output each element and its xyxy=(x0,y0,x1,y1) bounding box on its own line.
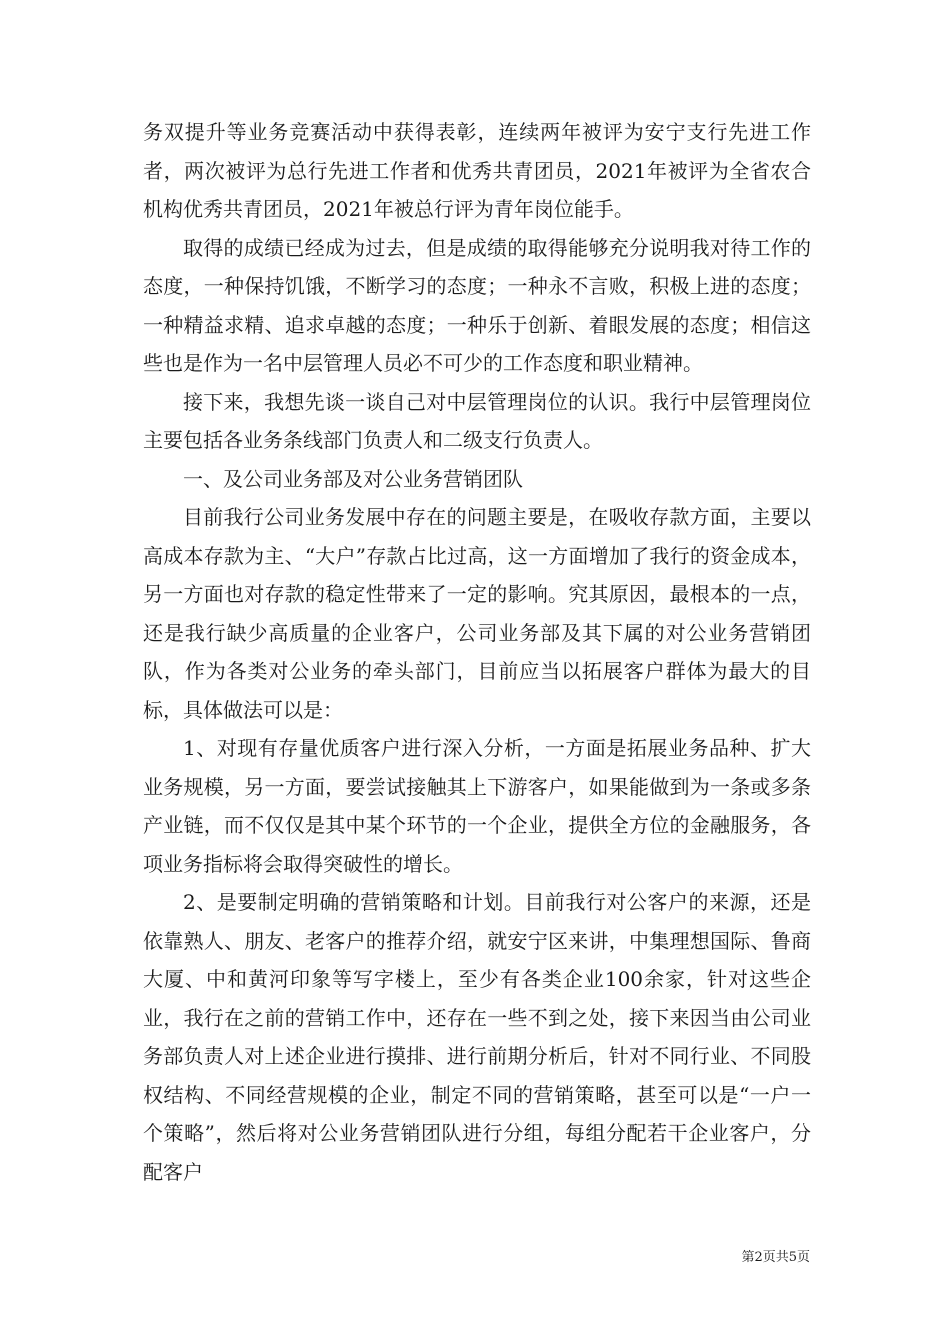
page-number-footer: 第2页共5页 xyxy=(741,1250,810,1265)
paragraph-7: 2、是要制定明确的营销策略和计划。目前我行对公客户的来源，还是依靠熟人、朋友、老客户的推荐介绍，就安宁区来讲，中集理想国际、鲁商大厦、中和黄河印象等写字楼上，至少有各类企业100余家，针对这些企业，我行在之前的营销工作中，还存在一些不到之处，接下来因当由公司业务部负责人对上述企业进行摸排、进行前期分析后，针对不同行业、不同股权结构、不同经营规模的企业，制定不同的营销策略，甚至可以是“一户一个策略”，然后将对公业务营销团队进行分组，每组分配若干企业客户，分配客户 xyxy=(143,890,811,1184)
section-heading: 一、及公司业务部及对公业务营销团队 xyxy=(183,466,523,491)
paragraph-6: 1、对现有存量优质客户进行深入分析，一方面是拓展业务品种、扩大业务规模，另一方面，要尝试接触其上下游客户，如果能做到为一条或多条产业链，而不仅仅是其中某个环节的一个企业，提供全方位的金融服务，各项业务指标将会取得突破性的增长。 xyxy=(143,736,811,876)
document-body xyxy=(143,113,811,1191)
paragraph-5: 目前我行公司业务发展中存在的问题主要是，在吸收存款方面，主要以高成本存款为主、“大户”存款占比过高，这一方面增加了我行的资金成本，另一方面也对存款的稳定性带来了一定的影响。究其原因，最根本的一点，还是我行缺少高质量的企业客户，公司业务部及其下属的对公业务营销团队，作为各类对公业务的牵头部门，目前应当以拓展客户群体为最大的目标，具体做法可以是： xyxy=(143,505,811,722)
paragraph-2: 取得的成绩已经成为过去，但是成绩的取得能够充分说明我对待工作的态度，一种保持饥饿，不断学习的态度；一种永不言败，积极上进的态度；一种精益求精、追求卓越的态度；一种乐于创新、着眼发展的态度；相信这些也是作为一名中层管理人员必不可少的工作态度和职业精神。 xyxy=(143,235,811,375)
paragraph-1: 务双提升等业务竞赛活动中获得表彰，连续两年被评为安宁支行先进工作者，两次被评为总行先进工作者和优秀共青团员，2021年被评为全省农合机构优秀共青团员，2021年被总行评为青年岗位能手。 xyxy=(143,120,811,221)
paragraph-3: 接下来，我想先谈一谈自己对中层管理岗位的认识。我行中层管理岗位主要包括各业务条线部门负责人和二级支行负责人。 xyxy=(143,389,811,452)
